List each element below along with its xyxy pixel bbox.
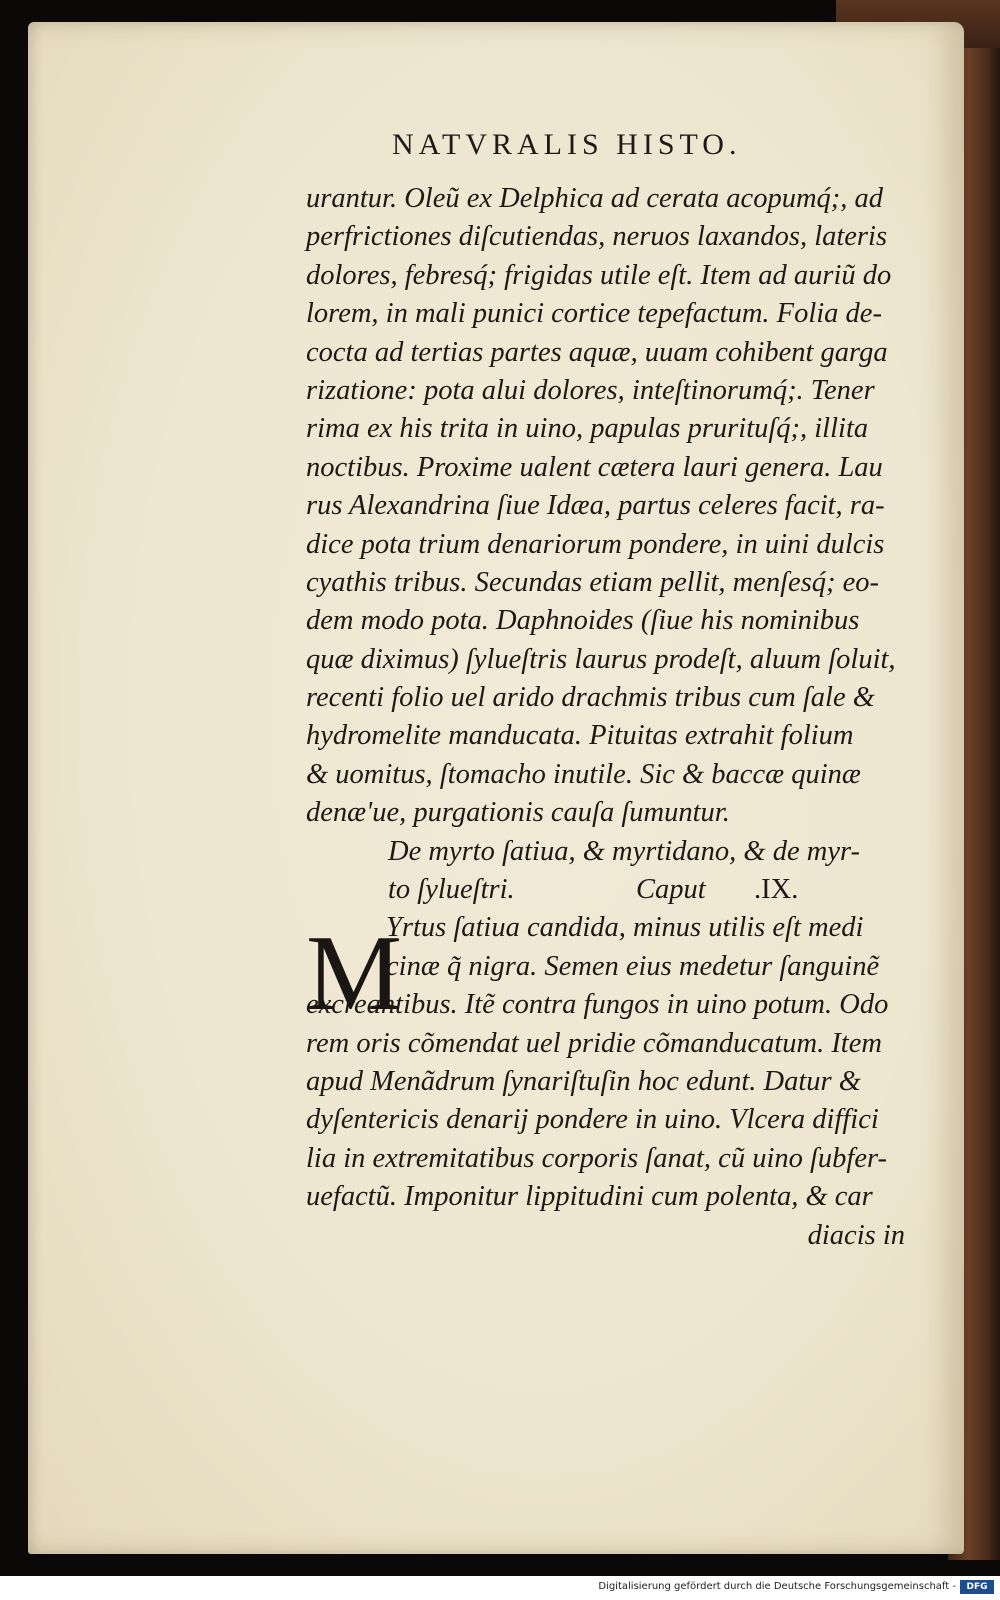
drop-cap: M <box>306 914 403 1033</box>
text-line: rizatione: pota alui dolores, inteſtinorumq́;. Tener <box>306 374 875 406</box>
text-line: excreantibus. Itẽ contra fungos in uino potum. Odo <box>306 989 889 1021</box>
text-line: & uomitus, ſtomacho inutile. Sic & baccæ quinæ <box>306 758 861 790</box>
catchword: diacis in <box>807 1219 905 1251</box>
dfg-logo: DFG <box>960 1580 994 1594</box>
text-line: cocta ad tertias partes aquæ, uuam cohibent garga <box>306 336 888 368</box>
text-line: lorem, in mali punici cortice tepefactum. Folia de- <box>306 298 882 330</box>
footer-credit: Digitalisierung gefördert durch die Deutsche Forschungsgemeinschaft - <box>598 1581 956 1592</box>
page-text <box>306 180 911 1255</box>
text-line: denæ'ue, purgationis cauſa ſumuntur. <box>306 797 730 829</box>
text-line: perfrictiones diſcutiendas, neruos laxandos, lateris <box>306 221 888 253</box>
chapter-number: .IX. <box>754 874 799 906</box>
text-line: rus Alexandrina ſiue Idæa, partus celeres facit, ra- <box>306 490 885 522</box>
text-line: dice pota trium denariorum pondere, in uini dulcis <box>306 528 885 560</box>
text-line: cinæ q̃ nigra. Semen eius medetur ſanguinẽ <box>386 950 880 982</box>
text-line: quæ diximus) ſylueſtris laurus prodeſt, aluum ſoluit, <box>306 643 896 675</box>
text-line: cyathis tribus. Secundas etiam pellit, menſesq́; eo- <box>306 566 880 598</box>
text-line: lia in extremitatibus corporis ſanat, cũ uino ſubfer- <box>306 1142 887 1174</box>
text-line: recenti folio uel arido drachmis tribus cum ſale & <box>306 682 875 714</box>
text-line: dyſentericis denarij pondere in uino. Vlcera diffici <box>306 1104 879 1136</box>
text-line: dolores, febresq́; frigidas utile eſt. Item ad auriũ do <box>306 259 892 291</box>
text-line: uefactũ. Imponitur lippitudini cum polenta, & car <box>306 1181 873 1213</box>
text-line: hydromelite manducata. Pituitas extrahit folium <box>306 720 854 752</box>
digitization-footer <box>0 1576 1000 1600</box>
chapter-heading-line-1: De myrto ſatiua, & myrtidano, & de myr- <box>388 835 860 867</box>
text-line: rima ex his trita in uino, papulas prurituſq́;, illita <box>306 413 869 445</box>
chapter-caput-label: Caput <box>636 874 706 906</box>
chapter-heading-line-2 <box>306 871 911 909</box>
running-head: NATVRALIS HISTO. <box>392 128 742 161</box>
text-line: Yrtus ſatiua candida, minus utilis eſt medi <box>386 912 864 944</box>
chapter-heading-text: to ſylueſtri. <box>388 874 515 906</box>
text-line: urantur. Oleũ ex Delphica ad cerata acopumq́;, ad <box>306 183 884 214</box>
text-line: noctibus. Proxime ualent cætera lauri genera. Lau <box>306 451 883 483</box>
text-line: dem modo pota. Daphnoides (ſiue his nominibus <box>306 605 860 637</box>
text-line: apud Menãdrum ſynariſtuſin hoc edunt. Datur & <box>306 1065 861 1097</box>
text-line: rem oris cõmendat uel pridie cõmanducatum. Item <box>306 1027 882 1059</box>
